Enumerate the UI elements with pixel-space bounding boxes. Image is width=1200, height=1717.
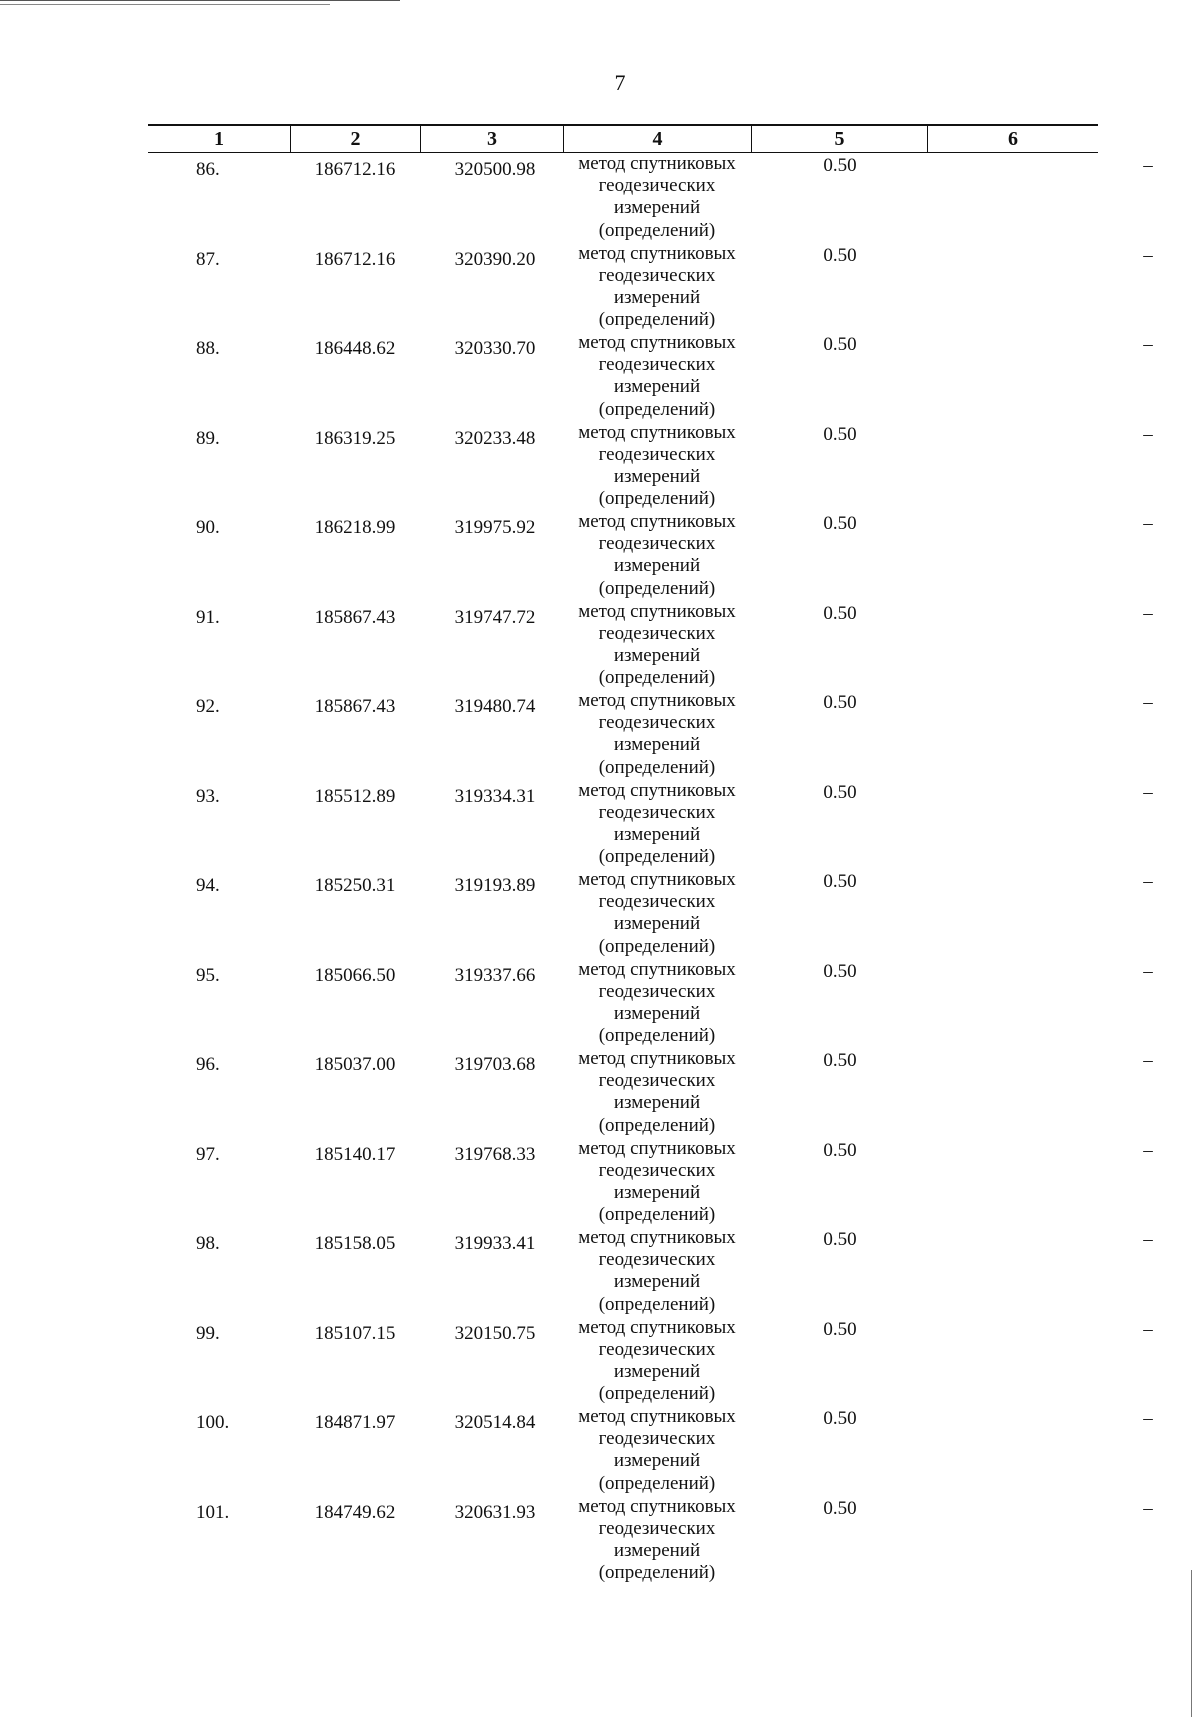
method-line: геодезических [598, 622, 716, 644]
table-row [148, 600, 1153, 691]
page-number: 7 [614, 70, 626, 95]
table-row [148, 153, 1153, 243]
method-line: геодезических [598, 175, 716, 197]
column-header-4: 4 [563, 126, 751, 152]
coordinate-y: 320330.70 [454, 338, 536, 359]
point-number: 94. [196, 875, 220, 896]
method-line: измерений [613, 1360, 701, 1382]
table-row [148, 1316, 1153, 1407]
accuracy-value: 0.50 [823, 1408, 857, 1429]
method-description [563, 869, 751, 958]
method-line: измерений [613, 286, 701, 308]
note-dash: – [1143, 334, 1153, 355]
method-line: метод спутниковых [578, 1137, 736, 1159]
method-line: измерений [613, 376, 701, 398]
table-row [148, 958, 1153, 1049]
method-line: (определений) [598, 219, 716, 241]
coordinate-x: 186712.16 [314, 248, 396, 270]
coordinate-x: 185066.50 [314, 964, 396, 986]
note-dash: – [1143, 1408, 1153, 1429]
coordinate-x: 185250.31 [314, 875, 396, 896]
method-line: геодезических [598, 980, 716, 1002]
note-dash: – [1143, 244, 1153, 266]
table-row [148, 332, 1153, 422]
coordinate-y: 319337.66 [454, 964, 536, 986]
coordinate-y: 320631.93 [454, 1501, 536, 1523]
method-description [563, 690, 751, 779]
column-header-3: 3 [420, 126, 563, 152]
table-row [148, 1406, 1153, 1496]
coordinate-y: 319933.41 [454, 1233, 536, 1254]
method-description [563, 959, 751, 1048]
method-line: измерений [613, 823, 701, 845]
method-line: (определений) [598, 1204, 716, 1226]
point-number: 89. [196, 427, 220, 449]
accuracy-value: 0.50 [823, 334, 857, 355]
method-description [563, 1406, 751, 1495]
method-line: (определений) [598, 1293, 716, 1315]
method-line: геодезических [598, 1249, 716, 1271]
table-row [148, 690, 1153, 780]
note-dash: – [1143, 1139, 1153, 1161]
note-dash: – [1143, 155, 1153, 176]
method-line: (определений) [598, 398, 716, 420]
method-description [563, 1227, 751, 1316]
coordinate-x: 186319.25 [314, 427, 396, 449]
coordinate-y: 320233.48 [454, 427, 536, 449]
accuracy-value: 0.50 [823, 1050, 857, 1071]
method-line: (определений) [598, 667, 716, 689]
point-number: 91. [196, 606, 220, 628]
method-line: геодезических [598, 1159, 716, 1181]
coordinate-y: 319703.68 [454, 1054, 536, 1075]
method-line: (определений) [598, 1383, 716, 1405]
method-description [563, 1317, 751, 1406]
point-number: 99. [196, 1322, 220, 1344]
accuracy-value: 0.50 [823, 1229, 857, 1250]
note-dash: – [1143, 1318, 1153, 1340]
method-line: метод спутниковых [578, 600, 736, 622]
column-header-1: 1 [214, 128, 224, 150]
method-line: (определений) [598, 309, 716, 331]
method-line: метод спутниковых [578, 332, 736, 353]
table-row [148, 1137, 1153, 1228]
method-description [563, 153, 751, 242]
method-description [563, 422, 751, 511]
method-line: измерений [613, 197, 701, 219]
column-header-2: 2 [290, 126, 420, 152]
accuracy-value: 0.50 [823, 871, 857, 892]
scan-edge-line [0, 4, 330, 5]
method-line: (определений) [598, 1025, 716, 1047]
method-line: метод спутниковых [578, 421, 736, 443]
method-line: метод спутниковых [578, 690, 736, 711]
accuracy-value: 0.50 [823, 781, 857, 803]
method-line: измерений [613, 555, 701, 577]
method-line: измерений [613, 913, 701, 935]
coordinate-y: 320150.75 [454, 1322, 536, 1344]
table-row [148, 242, 1153, 333]
scan-edge-line [1191, 1570, 1192, 1717]
method-line: метод спутниковых [578, 1495, 736, 1517]
accuracy-value: 0.50 [823, 960, 857, 982]
method-line: геодезических [598, 712, 716, 734]
method-line: измерений [613, 1271, 701, 1293]
method-line: метод спутниковых [578, 1227, 736, 1248]
note-dash: – [1143, 871, 1153, 892]
method-line: измерений [613, 1539, 701, 1561]
method-line: геодезических [598, 264, 716, 286]
note-dash: – [1143, 1497, 1153, 1519]
coordinate-y: 320514.84 [454, 1412, 536, 1433]
method-line: метод спутниковых [578, 1316, 736, 1338]
method-line: метод спутниковых [578, 1406, 736, 1427]
table-row [148, 869, 1153, 959]
scan-edge-line [0, 0, 400, 1]
method-line: геодезических [598, 1517, 716, 1539]
accuracy-value: 0.50 [823, 423, 857, 445]
method-description [563, 511, 751, 600]
table-row [148, 1227, 1153, 1317]
point-number: 97. [196, 1143, 220, 1165]
note-dash: – [1143, 602, 1153, 624]
method-line: (определений) [598, 1562, 716, 1584]
note-dash: – [1143, 513, 1153, 534]
point-number: 101. [196, 1501, 230, 1523]
point-number: 100. [196, 1412, 230, 1433]
method-line: метод спутниковых [578, 153, 736, 174]
table-body [148, 153, 1153, 1585]
coordinates-table [148, 124, 1153, 1585]
coordinate-x: 184871.97 [314, 1412, 396, 1433]
coordinate-x: 186712.16 [314, 159, 396, 180]
method-line: измерений [613, 1002, 701, 1024]
method-description [563, 1496, 751, 1585]
method-description [563, 601, 751, 690]
method-line: измерений [613, 734, 701, 756]
coordinate-x: 185140.17 [314, 1143, 396, 1165]
method-description [563, 1048, 751, 1137]
coordinate-x: 185037.00 [314, 1054, 396, 1075]
method-line: измерений [613, 1450, 701, 1472]
method-line: (определений) [598, 846, 716, 868]
note-dash: – [1143, 1229, 1153, 1250]
accuracy-value: 0.50 [823, 1497, 857, 1519]
method-line: (определений) [598, 488, 716, 510]
point-number: 98. [196, 1233, 220, 1254]
coordinate-y: 319193.89 [454, 875, 536, 896]
method-description [563, 243, 751, 332]
coordinate-y: 319975.92 [454, 517, 536, 538]
method-line: метод спутниковых [578, 869, 736, 890]
accuracy-value: 0.50 [823, 244, 857, 266]
method-line: измерений [613, 1092, 701, 1114]
point-number: 88. [196, 338, 220, 359]
coordinate-y: 319768.33 [454, 1143, 536, 1165]
method-line: (определений) [598, 756, 716, 778]
method-line: геодезических [598, 891, 716, 913]
method-description [563, 1138, 751, 1227]
method-line: геодезических [598, 1070, 716, 1092]
method-line: геодезических [598, 1428, 716, 1450]
coordinate-x: 185867.43 [314, 696, 396, 717]
coordinate-x: 185512.89 [314, 785, 396, 807]
point-number: 95. [196, 964, 220, 986]
accuracy-value: 0.50 [823, 513, 857, 534]
table-row [148, 1495, 1153, 1586]
method-line: метод спутниковых [578, 779, 736, 801]
note-dash: – [1143, 960, 1153, 982]
coordinate-y: 319747.72 [454, 606, 536, 628]
accuracy-value: 0.50 [823, 1318, 857, 1340]
method-line: (определений) [598, 1472, 716, 1494]
coordinate-x: 185867.43 [314, 606, 396, 628]
table-header-row [148, 124, 1098, 153]
method-line: геодезических [598, 801, 716, 823]
point-number: 93. [196, 785, 220, 807]
column-header-5: 5 [751, 126, 927, 152]
table-row [148, 421, 1153, 512]
coordinate-x: 186448.62 [314, 338, 396, 359]
note-dash: – [1143, 1050, 1153, 1071]
point-number: 87. [196, 248, 220, 270]
point-number: 96. [196, 1054, 220, 1075]
accuracy-value: 0.50 [823, 692, 857, 713]
method-line: геодезических [598, 533, 716, 555]
method-line: метод спутниковых [578, 511, 736, 532]
coordinate-y: 319480.74 [454, 696, 536, 717]
table-row [148, 1048, 1153, 1138]
coordinate-x: 185107.15 [314, 1322, 396, 1344]
method-description [563, 332, 751, 421]
method-line: геодезических [598, 1338, 716, 1360]
coordinate-y: 320500.98 [454, 159, 536, 180]
accuracy-value: 0.50 [823, 155, 857, 176]
method-line: измерений [613, 1181, 701, 1203]
note-dash: – [1143, 423, 1153, 445]
method-line: геодезических [598, 354, 716, 376]
point-number: 86. [196, 159, 220, 180]
note-dash: – [1143, 781, 1153, 803]
method-line: метод спутниковых [578, 1048, 736, 1069]
method-line: метод спутниковых [578, 242, 736, 264]
accuracy-value: 0.50 [823, 1139, 857, 1161]
point-number: 90. [196, 517, 220, 538]
method-line: (определений) [598, 935, 716, 957]
method-description [563, 780, 751, 869]
column-header-6: 6 [927, 126, 1098, 152]
coordinate-y: 319334.31 [454, 785, 536, 807]
method-line: измерений [613, 465, 701, 487]
coordinate-x: 186218.99 [314, 517, 396, 538]
method-line: измерений [613, 644, 701, 666]
point-number: 92. [196, 696, 220, 717]
table-row [148, 779, 1153, 870]
coordinate-x: 184749.62 [314, 1501, 396, 1523]
coordinate-x: 185158.05 [314, 1233, 396, 1254]
method-line: (определений) [598, 577, 716, 599]
note-dash: – [1143, 692, 1153, 713]
method-line: метод спутниковых [578, 958, 736, 980]
table-row [148, 511, 1153, 601]
method-line: (определений) [598, 1114, 716, 1136]
method-line: геодезических [598, 443, 716, 465]
coordinate-y: 320390.20 [454, 248, 536, 270]
accuracy-value: 0.50 [823, 602, 857, 624]
